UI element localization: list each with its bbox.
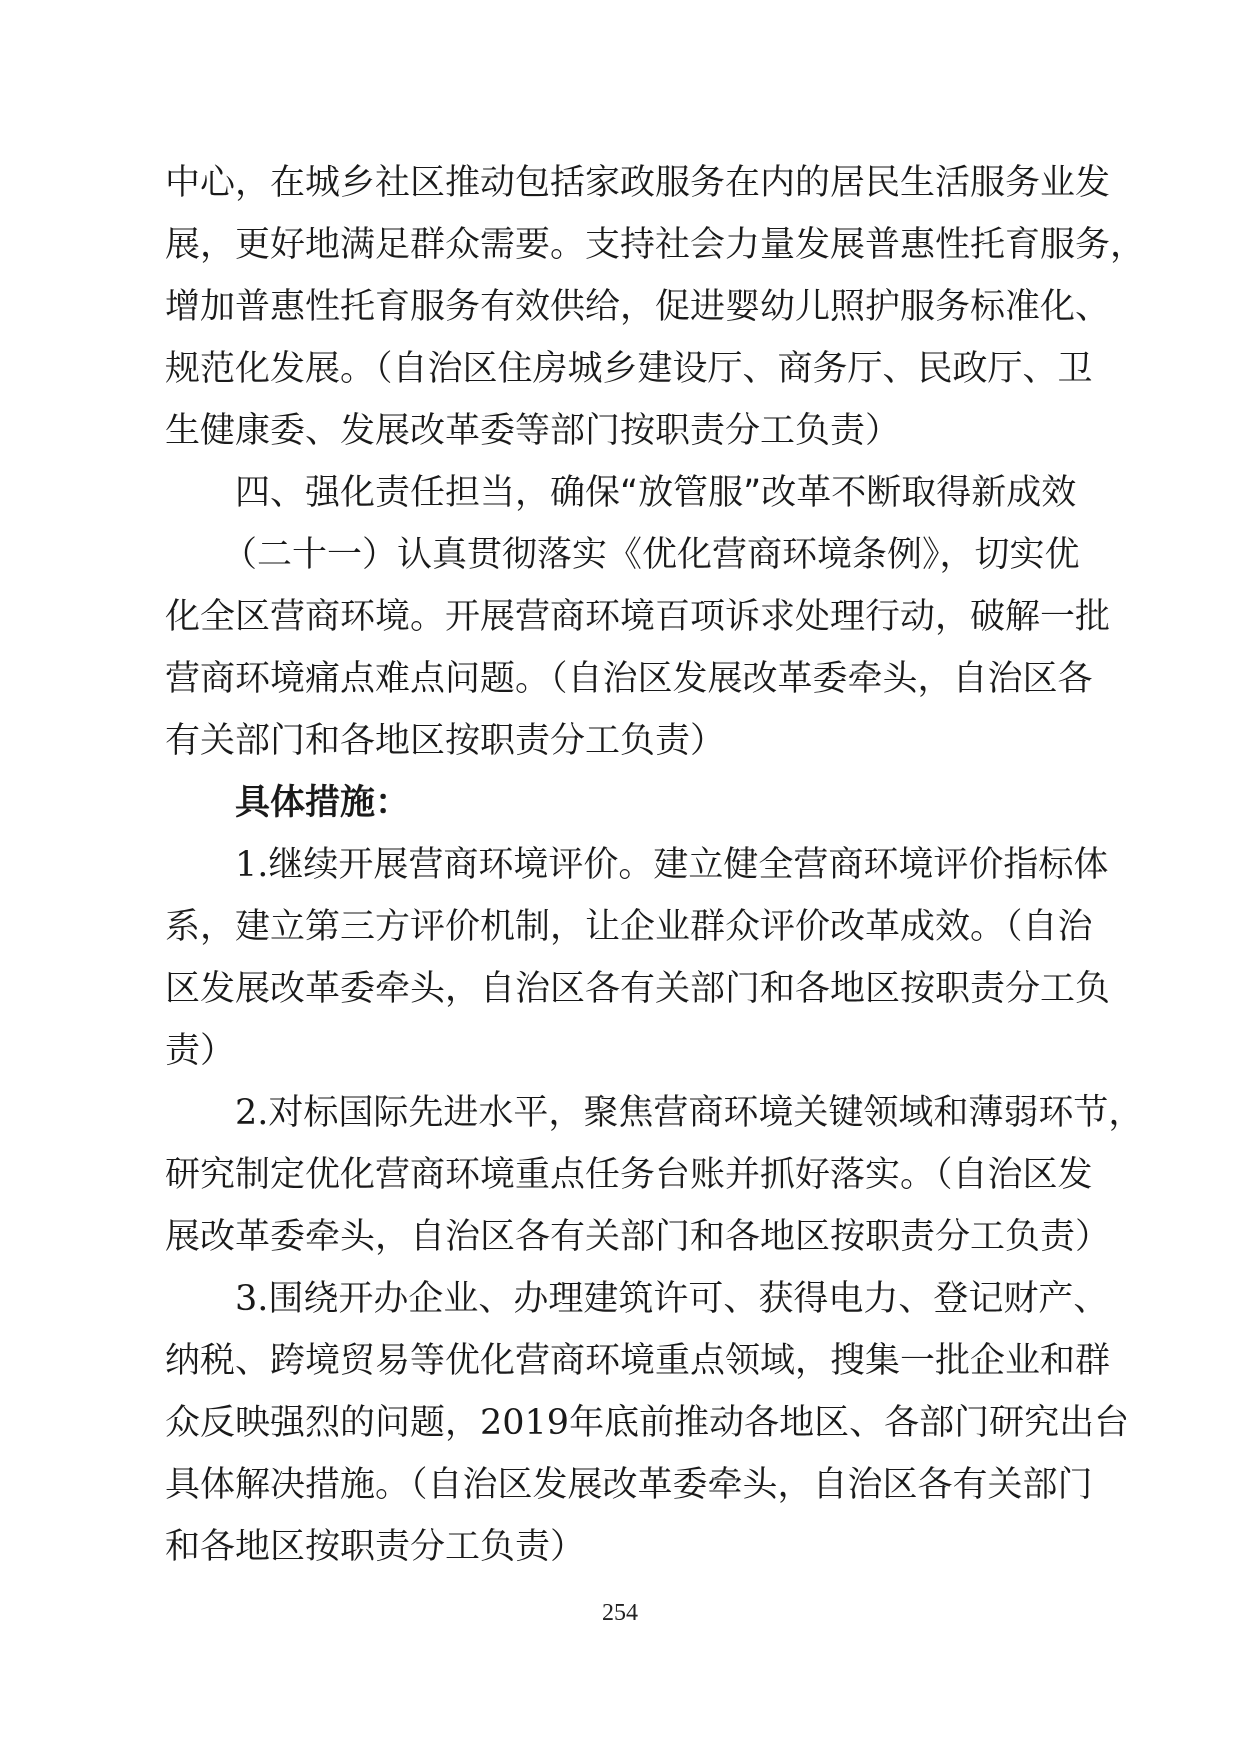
measures-heading: 具体措施：	[235, 782, 411, 823]
page-number: 254	[602, 1600, 638, 1626]
body-text-line: 区发展改革委牵头，自治区各有关部门和各地区按职责分工负	[165, 969, 1111, 1009]
body-text-line: 增加普惠性托育服务有效供给，促进婴幼儿照护服务标准化、	[165, 287, 1111, 327]
body-text-line: 具体解决措施。（自治区发展改革委牵头，自治区各有关部门	[165, 1465, 1093, 1505]
body-text-line: 有关部门和各地区按职责分工负责）	[165, 721, 726, 761]
body-text-line: 展改革委牵头，自治区各有关部门和各地区按职责分工负责）	[165, 1217, 1111, 1257]
body-text-line: 展，更好地满足群众需要。支持社会力量发展普惠性托育服务，	[165, 225, 1146, 265]
body-text-line: 纳税、跨境贸易等优化营商环境重点领域，搜集一批企业和群	[165, 1341, 1111, 1381]
body-text-line: 中心，在城乡社区推动包括家政服务在内的居民生活服务业发	[165, 163, 1111, 203]
body-text-line: 和各地区按职责分工负责）	[165, 1527, 586, 1567]
body-text-line: 系，建立第三方评价机制，让企业群众评价改革成效。（自治	[165, 907, 1093, 947]
body-text-line: 2.对标国际先进水平，聚焦营商环境关键领域和薄弱环节，	[235, 1093, 1144, 1133]
body-text-line: 众反映强烈的问题，2019年底前推动各地区、各部门研究出台	[165, 1403, 1130, 1443]
body-text-line: 3.围绕开办企业、办理建筑许可、获得电力、登记财产、	[235, 1279, 1109, 1319]
section-heading: 四、强化责任担当，确保“放管服”改革不断取得新成效	[235, 473, 1077, 513]
body-text-line: 1.继续开展营商环境评价。建立健全营商环境评价指标体	[235, 845, 1109, 885]
body-text-line: 研究制定优化营商环境重点任务台账并抓好落实。（自治区发	[165, 1155, 1093, 1195]
body-text-line: 生健康委、发展改革委等部门按职责分工负责）	[165, 411, 901, 451]
body-text-line: 责）	[165, 1031, 236, 1071]
body-text-line: 化全区营商环境。开展营商环境百项诉求处理行动，破解一批	[165, 597, 1111, 637]
body-text-line: 营商环境痛点难点问题。（自治区发展改革委牵头，自治区各	[165, 659, 1093, 699]
body-text-line: 规范化发展。（自治区住房城乡建设厅、商务厅、民政厅、卫	[165, 349, 1093, 389]
body-text-line: （二十一）认真贯彻落实《优化营商环境条例》，切实优	[222, 535, 1080, 575]
